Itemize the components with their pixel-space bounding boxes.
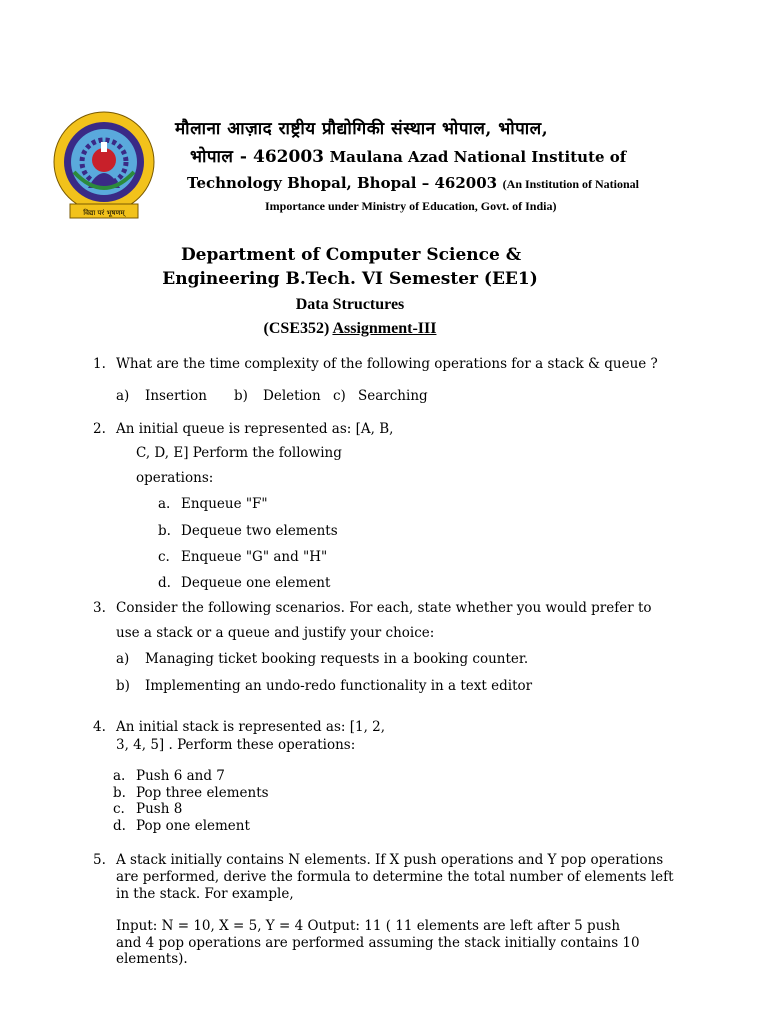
q3-item-a: Managing ticket booking requests in a booking counter. [145,651,529,667]
q2-item-b: Dequeue two elements [181,523,338,539]
assignment-heading [0,320,700,338]
english-header-line1: Maulana Azad National Institute of [329,148,627,166]
logo-motto: विद्या परं भूषणम् [83,209,125,217]
department-line1: Department of Computer Science & [180,245,522,265]
q4-line2: 3, 4, 5] . Perform these operations: [116,737,356,753]
subject-title: Data Structures [295,296,405,313]
q3-line1: Consider the following scenarios. For each, state whether you would prefer to [116,600,652,616]
q5-example-line3: elements). [116,951,188,967]
q2-item-c-label: c. [158,549,170,565]
q2-item-a: Enqueue "F" [181,496,268,512]
q1-option-a-label: a) [116,388,130,404]
q3-item-b: Implementing an undo-redo functionality in a text editor [145,678,533,694]
q2-number: 2. [93,421,106,437]
q1-number: 1. [93,356,106,372]
institute-logo [52,108,156,226]
hindi-header-line1: मौलाना आज़ाद राष्ट्रीय प्रौद्योगिकी संस्थान भोपाल, भोपाल, [175,119,549,139]
q5-line3: in the stack. For example, [116,886,294,902]
pin-code: 462003 [253,147,324,167]
q2-item-a-label: a. [158,496,171,512]
q5-number: 5. [93,852,106,868]
q1-option-b-label: b) [234,388,248,404]
q5-example-line2: and 4 pop operations are performed assuming the stack initially contains 10 [116,935,640,951]
q4-item-b: Pop three elements [136,785,269,801]
q5-line2: are performed, derive the formula to determine the total number of elements left [116,869,674,885]
q3-line2: use a stack or a queue and justify your choice: [116,625,435,641]
english-header-line2-row [187,173,639,192]
institution-note-2: Importance under Ministry of Education, Govt. of India) [265,199,557,213]
q4-line1: An initial stack is represented as: [1, 2, [116,719,386,735]
q1-option-c: Searching [358,388,428,404]
english-header-line2: Technology Bhopal, Bhopal – 462003 [187,174,498,192]
q2-item-c: Enqueue "G" and "H" [181,549,328,565]
q5-example-line1: Input: N = 10, X = 5, Y = 4 Output: 11 ( 11 elements are left after 5 push [116,918,621,934]
q4-item-b-label: b. [113,785,126,801]
q4-item-c: Push 8 [136,801,183,817]
institution-note-1: (An Institution of National [502,177,640,191]
institute-seal-icon [52,108,156,226]
q2-item-b-label: b. [158,523,171,539]
q2-line2: C, D, E] Perform the following [136,445,342,461]
q1-option-b: Deletion [263,388,321,404]
course-code: (CSE352) [263,320,330,337]
q2-item-d: Dequeue one element [181,575,331,591]
q1-option-a: Insertion [145,388,207,404]
q2-item-d-label: d. [158,575,171,591]
q3-number: 3. [93,600,106,616]
q1-option-c-label: c) [333,388,346,404]
q2-line1: An initial queue is represented as: [A, B, [116,421,394,437]
q1-text: What are the time complexity of the following operations for a stack & queue ? [116,356,658,372]
q4-item-d: Pop one element [136,818,250,834]
assignment-title: Assignment-III [332,320,437,337]
q5-line1: A stack initially contains N elements. If X push operations and Y pop operations [116,852,664,868]
q2-line3: operations: [136,470,214,486]
hindi-header-line2 [190,144,626,167]
q4-number: 4. [93,719,106,735]
q4-item-a: Push 6 and 7 [136,768,225,784]
q4-item-c-label: c. [113,801,125,817]
department-line2: Engineering B.Tech. VI Semester (EE1) [162,269,538,289]
q4-item-a-label: a. [113,768,126,784]
hindi-city: भोपाल - [190,147,248,167]
q3-item-b-label: b) [116,678,130,694]
q3-item-a-label: a) [116,651,130,667]
q4-item-d-label: d. [113,818,126,834]
